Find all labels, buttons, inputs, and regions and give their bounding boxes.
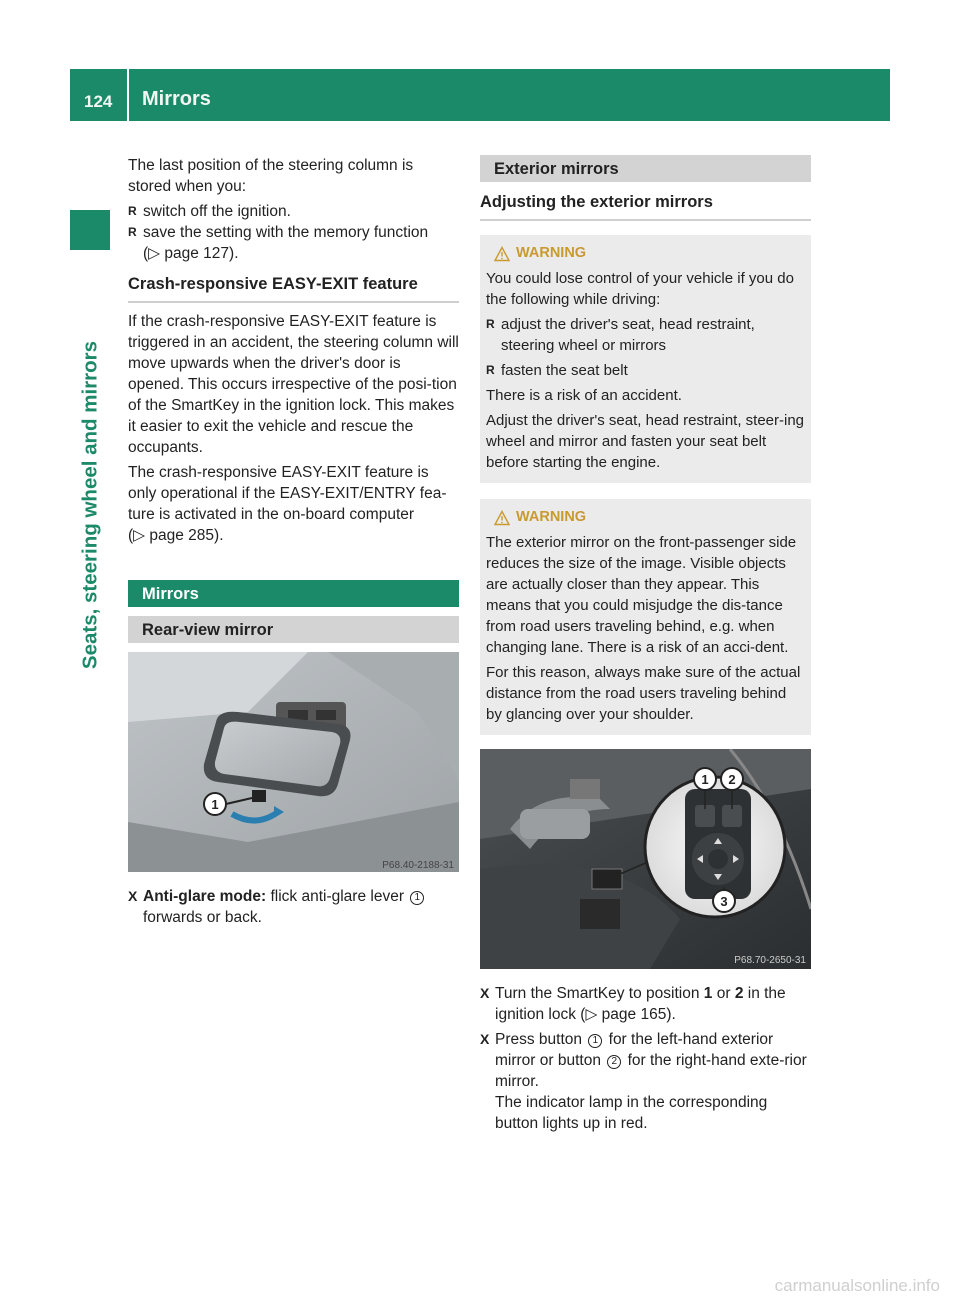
page-reference: (▷ page 285). [128, 527, 224, 544]
rearview-mirror-photo [128, 652, 459, 872]
page-title: Mirrors [142, 88, 211, 110]
section-bar-exterior: Exterior mirrors [480, 155, 811, 182]
list-item: R fasten the seat belt [486, 360, 805, 381]
step-value: 1 [703, 985, 713, 1002]
step-text: forwards or back. [143, 909, 262, 926]
sidebar-section-label: Seats, steering wheel and mirrors [78, 340, 102, 670]
section-bar-rearview: Rear-view mirror [128, 616, 459, 643]
list-item: R switch off the ignition. [128, 201, 459, 222]
section-bar-mirrors: Mirrors [128, 580, 459, 607]
sidebar-section [70, 260, 110, 750]
body-paragraph: The crash-responsive EASY-EXIT feature is only operational if the EASY-EXIT/ENTRY fea-ture is activated in the on-board computer [128, 464, 447, 523]
warning-box [480, 499, 811, 735]
callout-2: 2 [728, 772, 736, 787]
step-text: flick anti-glare lever [266, 888, 409, 905]
callout-ref: 2 [607, 1055, 621, 1069]
warning-icon [494, 510, 510, 526]
step-value: 2 [734, 985, 744, 1002]
callout-3: 3 [720, 894, 728, 909]
step-text: or [712, 985, 735, 1002]
warning-box [480, 235, 811, 483]
instruction-step [480, 1029, 811, 1092]
callout-ref: 1 [588, 1034, 602, 1048]
photo-code: P68.70-2650-31 [734, 955, 806, 966]
instruction-step [480, 983, 811, 1025]
intro-text: The last position of the steering column is stored when you: [128, 157, 414, 195]
left-column [128, 155, 459, 932]
right-column [480, 155, 811, 1134]
section-heading: Crash-responsive EASY-EXIT feature [128, 274, 459, 303]
warning-text: The exterior mirror on the front-passenger side reduces the size of the image. Visible objects are actually closer than they appear. This means that you could misjudge the dis-tance from road users traveling behind, e.g. when changing lane. There is a risk of an acci-dent. [486, 534, 797, 656]
warning-text: You could lose control of your vehicle if you do the following while driving: [486, 270, 794, 308]
footer-brand: carmanualsonline.info [774, 1276, 940, 1295]
sidebar-marker [70, 210, 110, 250]
header-divider [127, 69, 129, 121]
photo-code: P68.40-2188-31 [382, 860, 454, 871]
body-paragraph: If the crash-responsive EASY-EXIT feature is triggered in an accident, the steering column will move upwards when the driver's door is opened. This occurs irrespective of the posi-tion of the SmartKey in the ignition lock. This makes it easier to exit the vehicle and rescue the occupants. [128, 313, 459, 456]
warning-label: WARNING [516, 509, 587, 525]
door-panel-photo [480, 749, 811, 969]
step-text: for the right-hand exte-rior mirror. [495, 1052, 807, 1090]
warning-text: Adjust the driver's seat, head restraint, steer-ing wheel and mirror and fasten your seat belt before starting the engine. [486, 412, 805, 471]
warning-text: For this reason, always make sure of the actual distance from the road users traveling behind by glancing over your shoulder. [486, 664, 801, 723]
instruction-step [128, 886, 459, 928]
warning-title [486, 507, 805, 528]
page-number: 124 [84, 92, 113, 111]
step-note: The indicator lamp in the corresponding button lights up in red. [495, 1094, 768, 1132]
callout-ref: 1 [410, 891, 424, 905]
step-text: Turn the SmartKey to position [495, 985, 704, 1002]
list-item: R adjust the driver's seat, head restraint, steering wheel or mirrors [486, 314, 805, 356]
callout-1: 1 [211, 797, 219, 812]
warning-label: WARNING [516, 245, 587, 261]
list-item: R save the setting with the memory function [128, 222, 459, 243]
page-reference: (▷ page 127). [143, 245, 239, 262]
warning-icon [494, 246, 510, 262]
warning-title [486, 243, 805, 264]
step-label: Anti-glare mode: [143, 888, 267, 905]
warning-text: There is a risk of an accident. [486, 387, 682, 404]
page-header [70, 69, 890, 121]
step-text: in the ignition lock (▷ page 165). [495, 985, 786, 1023]
step-text: for the left-hand exterior mirror or button [495, 1031, 774, 1069]
callout-1: 1 [701, 772, 709, 787]
section-heading: Adjusting the exterior mirrors [480, 192, 811, 221]
step-text: Press button [495, 1031, 587, 1048]
